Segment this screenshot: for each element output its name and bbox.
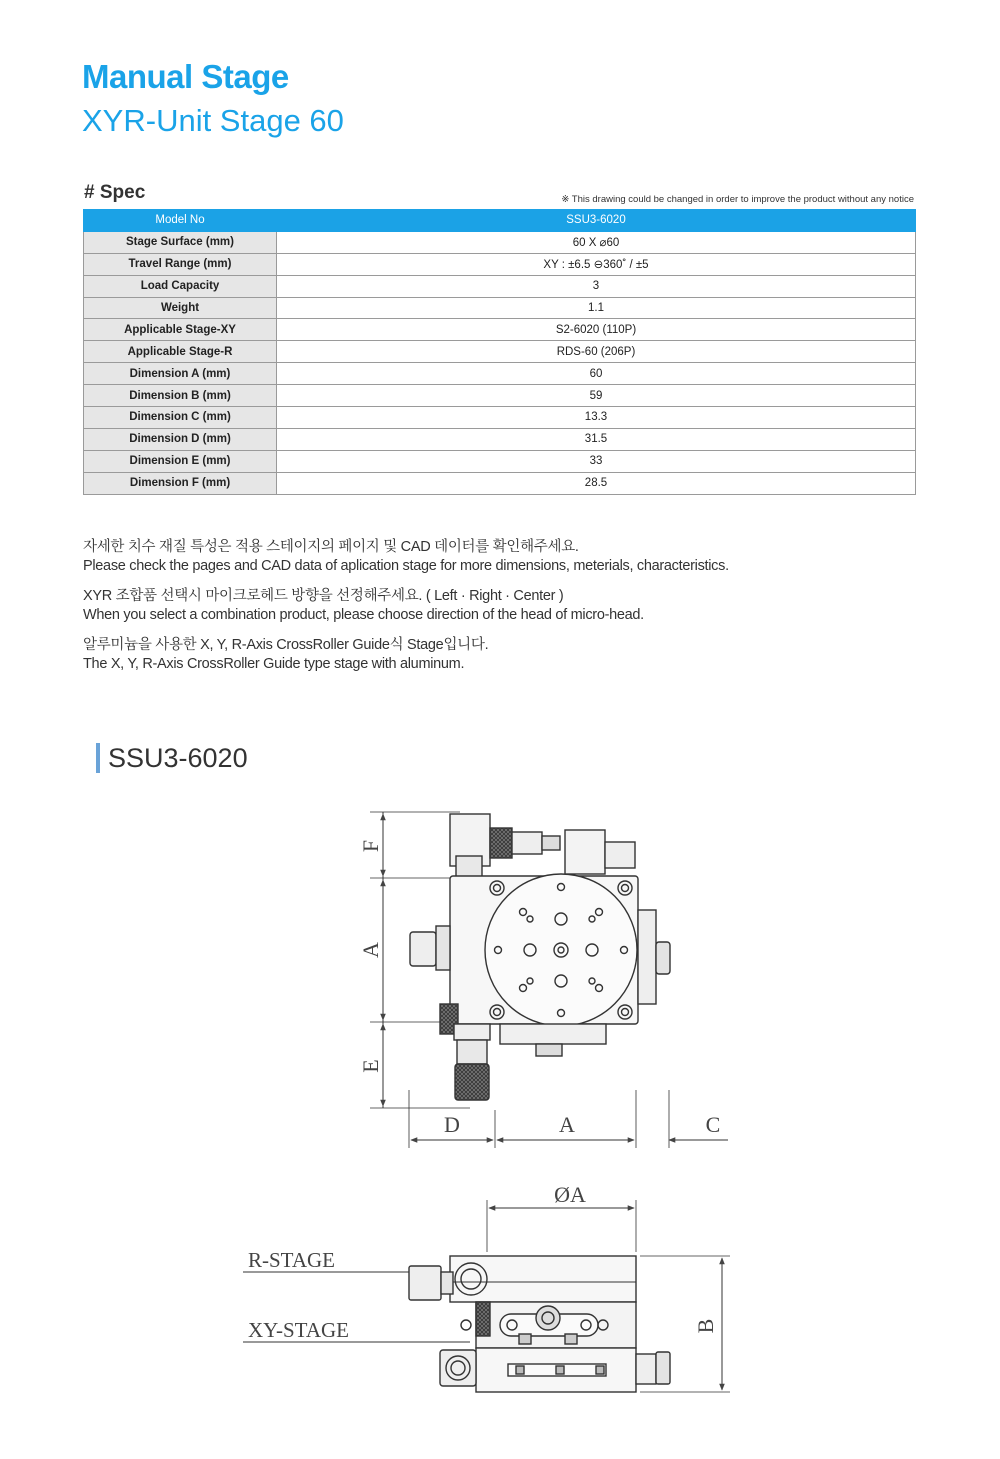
spec-table (83, 209, 916, 495)
spec-value: 60 (277, 363, 916, 385)
note-korean: 알루미늄을 사용한 X, Y, R-Axis CrossRoller Guide식 Stage입니다. (83, 637, 489, 653)
table-row (84, 363, 916, 385)
spec-value: S2-6020 (110P) (277, 319, 916, 341)
spec-value: 1.1 (277, 297, 916, 319)
dim-label-a-vertical: A (358, 942, 383, 958)
spec-label: Dimension B (mm) (84, 385, 277, 407)
page-subtitle: XYR-Unit Stage 60 (82, 103, 344, 138)
spec-value: 60 X ⌀60 (277, 231, 916, 253)
note-korean: XYR 조합품 선택시 마이크로헤드 방향을 선정해주세요. ( Left · Right · Center ) (83, 588, 564, 604)
dim-label-c: C (705, 1112, 721, 1137)
spec-label: Dimension A (mm) (84, 363, 277, 385)
note-paragraph (83, 538, 933, 576)
note-english: The X, Y, R-Axis CrossRoller Guide type stage with aluminum. (83, 656, 465, 672)
drawing-notice: ※ This drawing could be changed in order to improve the product without any notice (561, 194, 914, 205)
spec-header-value: SSU3-6020 (277, 210, 916, 232)
note-paragraph (83, 587, 933, 625)
note-english: When you select a combination product, please choose direction of the head of micro-head. (83, 607, 644, 623)
note-paragraph (83, 636, 933, 674)
notes-block (83, 538, 933, 685)
dim-label-b: B (693, 1318, 718, 1334)
spec-heading: # Spec (84, 182, 146, 203)
spec-label: Applicable Stage-XY (84, 319, 277, 341)
note-english: Please check the pages and CAD data of aplication stage for more dimensions, meterials, characteristics. (83, 558, 729, 574)
spec-value: 59 (277, 385, 916, 407)
table-row (84, 428, 916, 450)
spec-value: 3 (277, 275, 916, 297)
spec-value: 31.5 (277, 428, 916, 450)
dim-label-d: D (444, 1112, 460, 1137)
spec-label: Weight (84, 297, 277, 319)
spec-label: Travel Range (mm) (84, 253, 277, 275)
table-row (84, 319, 916, 341)
spec-value: XY : ±6.5 ⊖360˚ / ±5 (277, 253, 916, 275)
r-stage-label: R-STAGE (248, 1248, 335, 1272)
spec-header-label: Model No (84, 210, 277, 232)
table-row (84, 385, 916, 407)
spec-label: Stage Surface (mm) (84, 231, 277, 253)
table-row (84, 472, 916, 494)
note-korean: 자세한 치수 재질 특성은 적용 스테이지의 페이지 및 CAD 데이터를 확인해주세요. (83, 539, 579, 555)
xy-stage-label: XY-STAGE (248, 1318, 349, 1342)
table-row (84, 450, 916, 472)
spec-label: Dimension E (mm) (84, 450, 277, 472)
table-row (84, 297, 916, 319)
spec-value: RDS-60 (206P) (277, 341, 916, 363)
side-view (243, 1200, 730, 1392)
spec-label: Load Capacity (84, 275, 277, 297)
technical-drawing (0, 790, 1000, 1450)
dim-label-diameter-a: ØA (554, 1182, 586, 1207)
model-heading: SSU3-6020 (96, 743, 248, 773)
page-title: Manual Stage (82, 58, 289, 95)
spec-value: 13.3 (277, 407, 916, 429)
spec-label: Applicable Stage-R (84, 341, 277, 363)
spec-label: Dimension D (mm) (84, 428, 277, 450)
spec-header-row (84, 210, 916, 232)
spec-value: 33 (277, 450, 916, 472)
top-view (370, 812, 728, 1148)
table-row (84, 407, 916, 429)
dim-label-f: F (358, 839, 383, 853)
spec-label: Dimension F (mm) (84, 472, 277, 494)
spec-value: 28.5 (277, 472, 916, 494)
table-row (84, 253, 916, 275)
table-row (84, 231, 916, 253)
spec-label: Dimension C (mm) (84, 407, 277, 429)
dim-label-e: E (358, 1059, 383, 1073)
table-row (84, 341, 916, 363)
table-row (84, 275, 916, 297)
dim-label-a-horizontal: A (559, 1112, 575, 1137)
